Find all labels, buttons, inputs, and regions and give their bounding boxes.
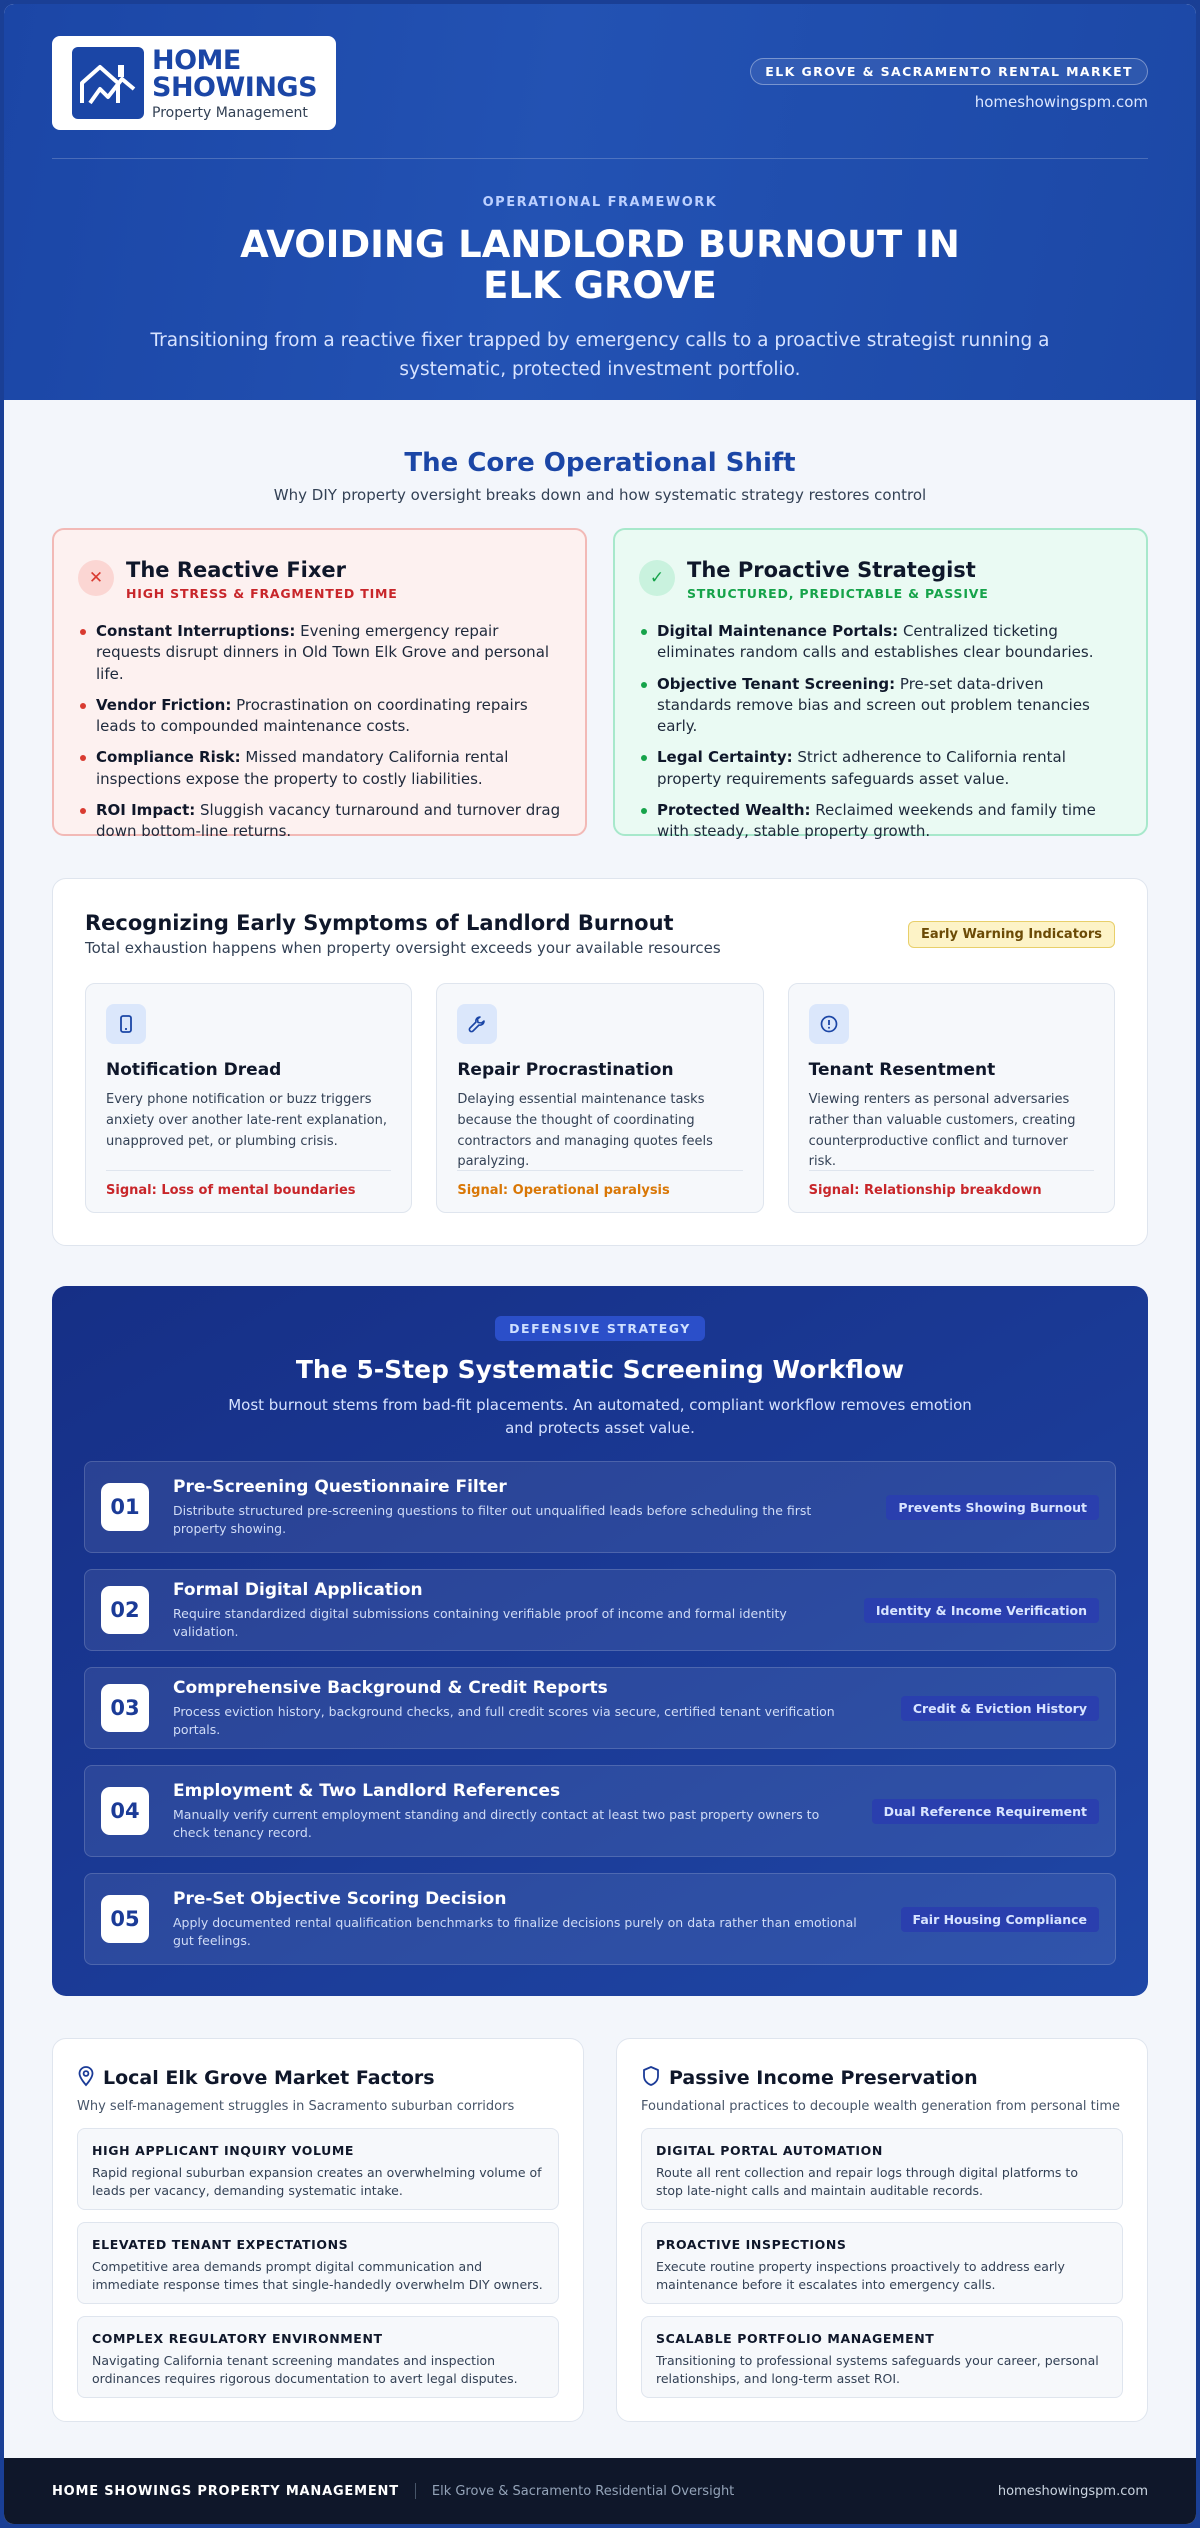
page-footer [4, 2458, 1196, 2524]
symptoms-subtitle: Total exhaustion happens when property oversight exceeds your available resources [85, 939, 721, 957]
symptom-desc: Delaying essential maintenance tasks because the thought of coordinating contractors and managing quotes feels paralyzing. [457, 1092, 713, 1170]
alert-icon [809, 1004, 849, 1044]
list-item-label: Objective Tenant Screening: [657, 674, 896, 693]
step-tag: Dual Reference Requirement [872, 1799, 1099, 1824]
logo-word-showings: SHOWINGS [152, 71, 318, 103]
passive-panel-subtitle: Foundational practices to decouple wealth generation from personal time [641, 2099, 1121, 2114]
fact-title: PROACTIVE INSPECTIONS [656, 2237, 847, 2252]
symptom-divider [809, 1170, 1094, 1171]
proactive-card-title: The Proactive Strategist [687, 558, 976, 582]
fact-title: COMPLEX REGULATORY ENVIRONMENT [92, 2331, 383, 2346]
list-item [78, 621, 561, 685]
list-item [639, 674, 1122, 738]
page-subtitle: Transitioning from a reactive fixer trapped by emergency calls to a proactive strategist running a systematic, protected investment portfolio. [150, 329, 1050, 380]
symptoms-title: Recognizing Early Symptoms of Landlord Burnout [85, 911, 674, 935]
market-panel-title: Local Elk Grove Market Factors [103, 2067, 435, 2089]
symptom-title: Tenant Resentment [808, 1060, 996, 1080]
core-shift-subtitle: Why DIY property oversight breaks down and how systematic strategy restores control [273, 486, 927, 504]
passive-panel-title: Passive Income Preservation [669, 2067, 978, 2089]
page-title: AVOIDING LANDLORD BURNOUT IN ELK GROVE [240, 223, 960, 308]
fact-desc: Execute routine property inspections proactively to address early maintenance before it escalates into emergency calls. [656, 2259, 1065, 2293]
step-desc: Require standardized digital submissions containing verifiable proof of income and formal identity validation. [173, 1606, 787, 1639]
workflow-step-3 [84, 1667, 1116, 1749]
screening-workflow-section [52, 1286, 1148, 1996]
workflow-step-4 [84, 1765, 1116, 1857]
passive-fact [641, 2128, 1123, 2210]
hero-header [4, 4, 1196, 400]
list-item-text: Missed mandatory California rental inspections expose the property to costly liabilities. [96, 748, 509, 788]
check-icon: ✓ [639, 560, 675, 596]
fact-desc: Route all rent collection and repair logs through digital platforms to stop late-night calls and maintain auditable records. [656, 2165, 1078, 2199]
fact-title: HIGH APPLICANT INQUIRY VOLUME [92, 2143, 354, 2158]
step-title: Pre-Set Objective Scoring Decision [173, 1889, 507, 1909]
list-item-label: Legal Certainty: [657, 748, 793, 767]
market-fact [77, 2222, 559, 2304]
fact-title: SCALABLE PORTFOLIO MANAGEMENT [656, 2331, 935, 2346]
proactive-list [639, 621, 1122, 843]
list-item-label: Digital Maintenance Portals: [657, 622, 899, 640]
symptom-title: Repair Procrastination [457, 1060, 674, 1080]
symptom-divider [106, 1170, 391, 1171]
reactive-card-tag: HIGH STRESS & FRAGMENTED TIME [126, 586, 398, 601]
footer-site-link[interactable]: homeshowingspm.com [997, 2483, 1148, 2499]
symptom-card-tenant-resentment [788, 983, 1115, 1213]
logo-word-home: HOME [152, 44, 241, 76]
list-item-label: Compliance Risk: [96, 748, 241, 767]
reactive-list [78, 621, 561, 843]
shield-icon [641, 2065, 661, 2091]
step-desc: Process eviction history, background checks, and full credit scores via secure, certified tenant verification portals. [173, 1704, 835, 1737]
step-tag: Credit & Eviction History [901, 1696, 1099, 1721]
step-desc: Distribute structured pre-screening questions to filter out unqualified leads before scheduling the first property showing. [173, 1503, 812, 1536]
step-title: Comprehensive Background & Credit Reports [173, 1678, 608, 1698]
step-title: Formal Digital Application [173, 1580, 423, 1600]
symptom-card-notification-dread [85, 983, 412, 1213]
wrench-icon [457, 1004, 497, 1044]
list-item-text: Sluggish vacancy turnaround and turnover drag down bottom-line returns. [96, 801, 561, 841]
core-shift-title: The Core Operational Shift [404, 448, 796, 478]
map-pin-icon [77, 2065, 95, 2091]
market-factors-panel [52, 2038, 584, 2422]
workflow-pill: DEFENSIVE STRATEGY [495, 1316, 705, 1341]
list-item [639, 621, 1122, 664]
fact-title: ELEVATED TENANT EXPECTATIONS [92, 2237, 349, 2252]
phone-icon [106, 1004, 146, 1044]
header-site-link[interactable]: homeshowingspm.com [974, 93, 1148, 111]
list-item [639, 800, 1122, 843]
market-fact [77, 2128, 559, 2210]
list-item [639, 747, 1122, 790]
fact-desc: Competitive area demands prompt digital communication and immediate response times that single-handedly overwhelm DIY owners. [92, 2259, 543, 2293]
list-item-label: Vendor Friction: [96, 695, 232, 714]
step-title: Pre-Screening Questionnaire Filter [173, 1477, 507, 1497]
passive-fact [641, 2222, 1123, 2304]
burnout-symptoms-section [52, 878, 1148, 1246]
passive-income-panel [616, 2038, 1148, 2422]
step-tag: Fair Housing Compliance [901, 1907, 1099, 1932]
list-item-text: Centralized ticketing eliminates random calls and establishes clear boundaries. [657, 622, 1094, 662]
step-number: 01 [101, 1483, 149, 1531]
market-fact [77, 2316, 559, 2398]
proactive-card-tag: STRUCTURED, PREDICTABLE & PASSIVE [687, 586, 989, 601]
bottom-panels [52, 2038, 1148, 2422]
company-logo[interactable] [52, 36, 336, 130]
fact-desc: Transitioning to professional systems safeguards your career, personal relationships, and long-term asset ROI. [656, 2353, 1099, 2387]
logo-tagline: Property Management [152, 104, 308, 121]
symptom-title: Notification Dread [106, 1060, 282, 1080]
step-tag: Prevents Showing Burnout [886, 1495, 1099, 1520]
list-item-text: Reclaimed weekends and family time with steady, stable property growth. [657, 801, 1096, 841]
step-number: 04 [101, 1787, 149, 1835]
list-item-label: Constant Interruptions: [96, 622, 296, 640]
core-shift-section [4, 400, 1196, 841]
fact-desc: Rapid regional suburban expansion creates an overwhelming volume of leads per vacancy, demanding systematic intake. [92, 2165, 542, 2199]
symptom-card-repair-procrastination [436, 983, 763, 1213]
market-pill: ELK GROVE & SACRAMENTO RENTAL MARKET [750, 58, 1148, 85]
reactive-card-title: The Reactive Fixer [126, 558, 347, 582]
house-logo-icon [72, 47, 144, 119]
symptom-desc: Viewing renters as personal adversaries rather than valuable customers, creating counterproductive conflict and turnover risk. [808, 1092, 1076, 1170]
step-tag: Identity & Income Verification [864, 1598, 1099, 1623]
list-item-text: Strict adherence to California rental property requirements safeguards asset value. [657, 748, 1066, 788]
workflow-step-1 [84, 1461, 1116, 1553]
reactive-fixer-card [52, 528, 587, 841]
list-item [78, 800, 561, 843]
warning-badge: Early Warning Indicators [908, 921, 1115, 948]
symptom-signal: Signal: Operational paralysis [457, 1183, 670, 1198]
list-item-text: Procrastination on coordinating repairs leads to compounded maintenance costs. [96, 695, 528, 736]
list-item-text: Pre-set data-driven standards remove bias and screen out problem tenancies early. [657, 674, 1090, 736]
proactive-strategist-card [613, 528, 1148, 841]
list-item-label: ROI Impact: [96, 801, 196, 820]
symptom-signal: Signal: Relationship breakdown [808, 1183, 1042, 1198]
list-item [78, 747, 561, 790]
footer-divider [415, 2483, 416, 2499]
footer-region: Elk Grove & Sacramento Residential Oversight [431, 2483, 735, 2499]
workflow-subtitle: Most burnout stems from bad-fit placements. An automated, compliant workflow removes emotion and protects asset value. [228, 1396, 972, 1437]
workflow-title: The 5-Step Systematic Screening Workflow [295, 1355, 905, 1384]
step-title: Employment & Two Landlord References [173, 1781, 561, 1801]
workflow-step-2 [84, 1569, 1116, 1651]
list-item-text: Evening emergency repair requests disrupt dinners in Old Town Elk Grove and personal life. [96, 622, 550, 683]
top-bar [52, 36, 1148, 134]
step-number: 03 [101, 1684, 149, 1732]
step-desc: Manually verify current employment standing and directly contact at least two past property owners to check tenancy record. [173, 1807, 820, 1840]
step-desc: Apply documented rental qualification benchmarks to finalize decisions purely on data rather than emotional gut feelings. [173, 1915, 857, 1948]
footer-brand: HOME SHOWINGS PROPERTY MANAGEMENT [52, 2483, 399, 2499]
hero-eyebrow: OPERATIONAL FRAMEWORK [482, 195, 718, 210]
fact-title: DIGITAL PORTAL AUTOMATION [656, 2143, 883, 2158]
market-panel-subtitle: Why self-management struggles in Sacramento suburban corridors [77, 2099, 515, 2114]
symptom-desc: Every phone notification or buzz triggers anxiety over another late-rent explanation, unapproved pet, or plumbing crisis. [106, 1092, 387, 1149]
step-number: 02 [101, 1586, 149, 1634]
close-x-icon: ✕ [78, 560, 114, 596]
list-item [78, 695, 561, 738]
passive-fact [641, 2316, 1123, 2398]
step-number: 05 [101, 1895, 149, 1943]
fact-desc: Navigating California tenant screening mandates and inspection ordinances requires rigorous documentation to avert legal disputes. [92, 2353, 518, 2387]
workflow-step-5 [84, 1873, 1116, 1965]
symptom-signal: Signal: Loss of mental boundaries [106, 1183, 356, 1198]
list-item-label: Protected Wealth: [657, 801, 811, 820]
